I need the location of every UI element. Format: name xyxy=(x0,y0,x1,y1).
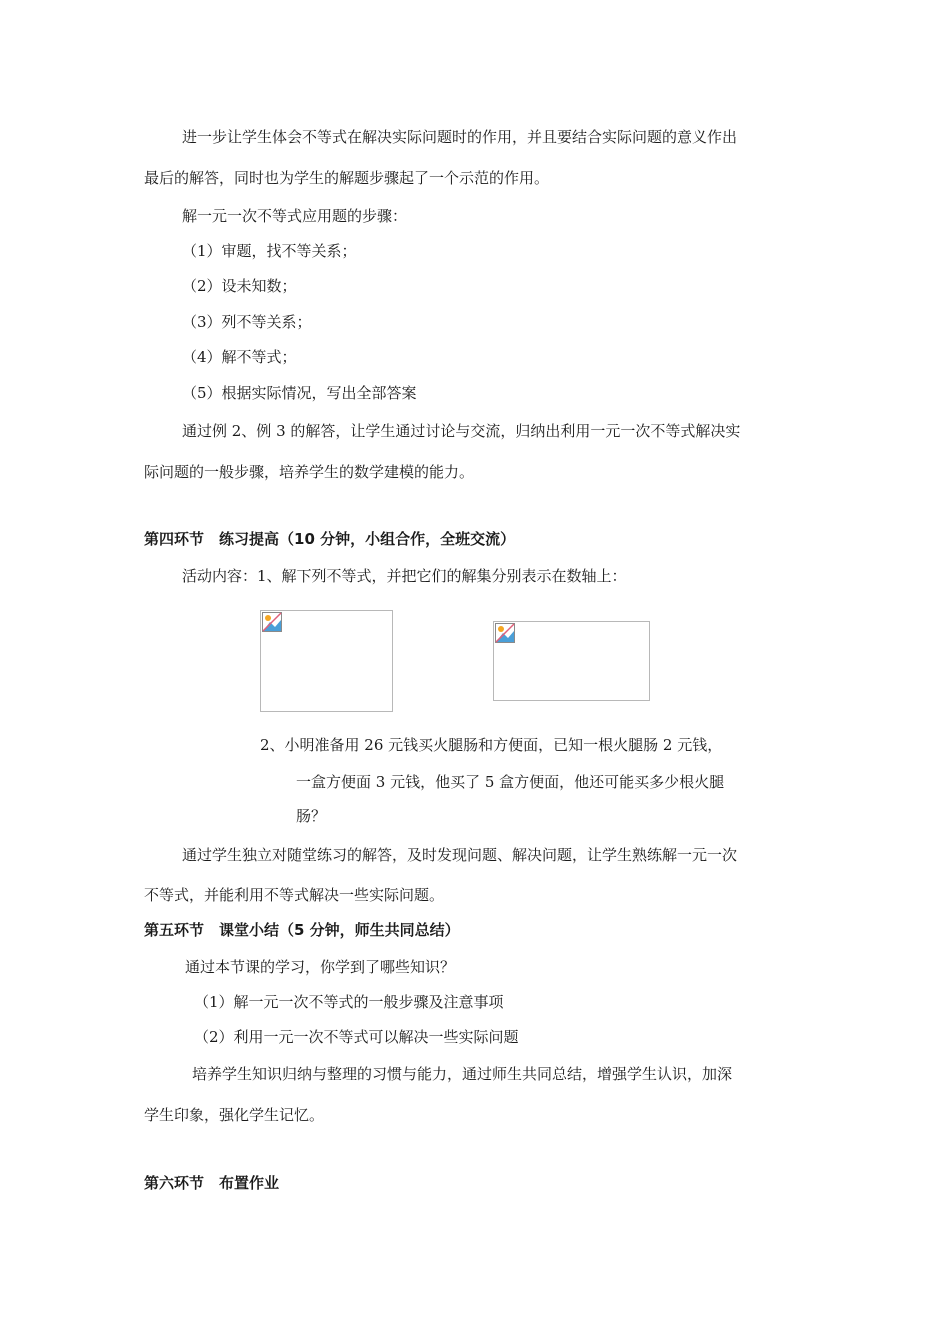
summary-item: （2）利用一元一次不等式可以解决一些实际问题 xyxy=(194,1028,519,1046)
problem-text: 2、小明准备用 26 元钱买火腿肠和方便面，已知一根火腿肠 2 元钱， xyxy=(260,736,723,754)
problem-text: 一盒方便面 3 元钱，他买了 5 盒方便面，他还可能买多少根火腿 xyxy=(296,773,725,791)
paragraph-line: 不等式，并能利用不等式解决一些实际问题。 xyxy=(144,886,445,904)
summary-item: （1）解一元一次不等式的一般步骤及注意事项 xyxy=(194,993,504,1011)
step-item: （2）设未知数； xyxy=(182,277,297,295)
section-heading: 第六环节 布置作业 xyxy=(144,1174,280,1192)
paragraph-line: 学生印象，强化学生记忆。 xyxy=(144,1106,325,1124)
image-placeholder xyxy=(493,621,650,701)
question-text: 通过本节课的学习，你学到了哪些知识？ xyxy=(185,958,456,976)
paragraph-line: 际问题的一般步骤，培养学生的数学建模的能力。 xyxy=(144,463,475,481)
section-heading: 第四环节 练习提高（10 分钟，小组合作，全班交流） xyxy=(144,530,516,548)
step-item: （1）审题，找不等关系； xyxy=(182,242,357,260)
step-item: （3）列不等关系； xyxy=(182,313,312,331)
section-heading: 第五环节 课堂小结（5 分钟，师生共同总结） xyxy=(144,921,460,939)
steps-title: 解一元一次不等式应用题的步骤： xyxy=(182,207,408,225)
step-item: （4）解不等式； xyxy=(182,348,297,366)
broken-image-icon xyxy=(495,623,515,643)
paragraph-line: 培养学生知识归纳与整理的习惯与能力，通过师生共同总结，增强学生认识，加深 xyxy=(192,1065,733,1083)
image-placeholder xyxy=(260,610,393,712)
paragraph-line: 最后的解答，同时也为学生的解题步骤起了一个示范的作用。 xyxy=(144,169,550,187)
paragraph-line: 通过例 2、例 3 的解答，让学生通过讨论与交流，归纳出利用一元一次不等式解决实 xyxy=(182,422,741,440)
problem-text: 肠？ xyxy=(296,807,327,825)
paragraph-line: 进一步让学生体会不等式在解决实际问题时的作用，并且要结合实际问题的意义作出 xyxy=(182,128,738,146)
activity-text: 活动内容：1、解下列不等式，并把它们的解集分别表示在数轴上： xyxy=(182,567,627,585)
step-item: （5）根据实际情况，写出全部答案 xyxy=(182,384,417,402)
broken-image-icon xyxy=(262,612,282,632)
paragraph-line: 通过学生独立对随堂练习的解答，及时发现问题、解决问题，让学生熟练解一元一次 xyxy=(182,846,738,864)
